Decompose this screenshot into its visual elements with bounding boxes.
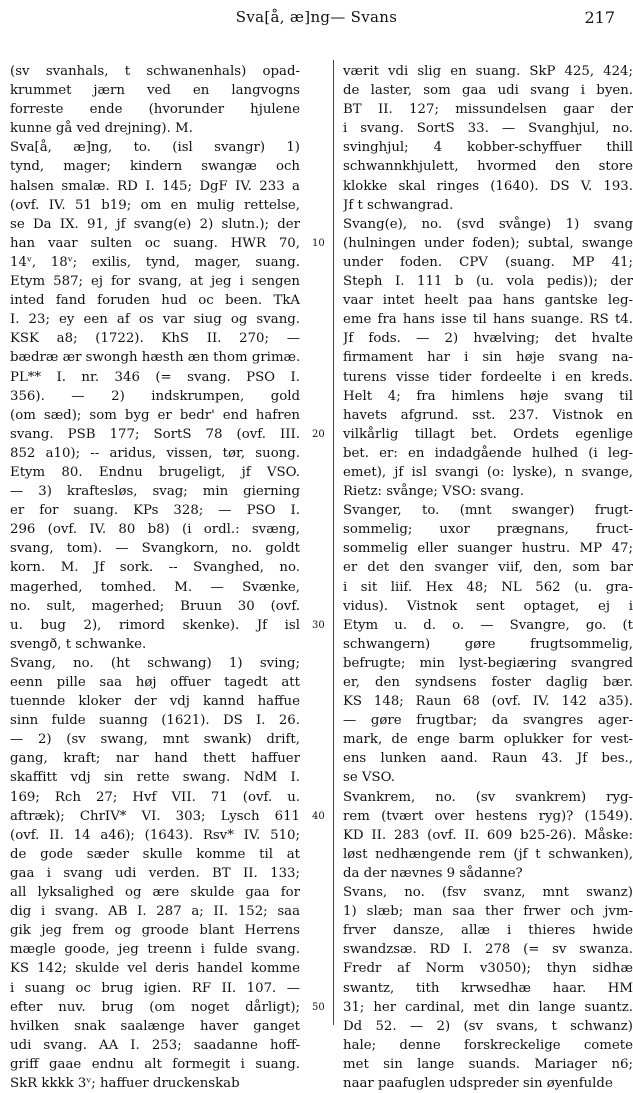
right-column-line: bet. er: en indadgående hulhed (i leg- [343,445,633,461]
right-column-line: Etym u. d. o. — Svangre, go. (t [343,617,633,633]
left-column-line: (om sæd); som byg er bedr' end hafren [10,407,300,423]
page-header [0,8,633,32]
left-column-line: korn. M. Jf sork. -- Svanghed, no. [10,560,300,576]
left-column-line: forreste ende (hvorunder hjulene [10,102,300,118]
left-column-line: skaffitt vdj sin rette swang. NdM I. [10,770,300,786]
right-column-line: eme fra hans isse til hans suange. RS t4. [343,312,633,328]
left-column-line: (ovf. IV. 51 b19; om en mulig rettelse, [10,197,300,213]
left-column-line: svang, tom). — Svangkorn, no. goldt [10,541,300,557]
left-column-line: inted fand foruden hud oc been. TkA [10,293,300,309]
line-number: 40 [312,810,325,822]
right-column [343,62,633,1093]
right-column-line: se VSO. [343,770,395,786]
left-column-line: udi svang. AA I. 253; saadanne hoff- [10,1037,300,1053]
left-column-line: Svang, no. (ht schwang) 1) sving; [10,655,300,671]
right-column-line: Jf fods. — 2) hvælving; det hvalte [343,331,633,347]
right-column-line: værit vdi slig en suang. SkP 425, 424; [343,64,633,79]
right-column-line: er det den svanger viif, den, som bar [343,560,633,576]
left-column-line: I. 23; ey een af os var siug og svang. [10,312,300,328]
left-column-line: KSK a8; (1722). KhS II. 270; — [10,331,300,347]
left-column-line: svang. PSB 177; SortS 78 (ovf. III. [10,426,300,442]
right-column-line: de laster, som gaa udi svang i byen. [343,83,633,99]
right-column-line: met sin lange suands. Mariager n6; [343,1056,633,1072]
right-column-line: schwannkhjulett, hvormed den store [343,159,633,175]
right-column-line: swandzsæ. RD I. 278 (= sv swanza. [343,942,633,958]
left-column-line: — 2) (sv swang, mnt swank) drift, [10,732,300,748]
right-column-line: vidus). Vistnok sent optaget, ej i [343,598,633,614]
left-column-line: Sva[å, æ]ng, to. (isl svangr) 1) [10,140,300,156]
right-column-line: turens visse tider fordeelte i en kreds. [343,369,633,385]
left-column-line: dig i svang. AB I. 287 a; II. 152; saa [10,904,300,920]
right-column-line: Svans, no. (fsv svanz, mnt swanz) [343,885,633,901]
right-column-line: Svankrem, no. (sv svankrem) ryg- [343,789,633,805]
running-head: Sva[å, æ]ng— Svans [235,8,398,26]
left-column [10,62,300,1093]
right-column-line: vaar intet heelt paa hans gantske leg- [343,293,633,309]
right-column-line: løst nedhængende rem (jf t schwanken), [343,846,633,862]
left-column-line: krummet jærn ved en langvogns [10,83,300,99]
left-column-line: (sv svanhals, t schwanenhals) opad- [10,64,300,79]
right-column-line: 31; her cardinal, met din lange suantz. [343,999,633,1015]
left-column-line: no. sult, magerhed; Bruun 30 (ovf. [10,598,300,614]
right-column-line: Dd 52. — 2) (sv svans, t schwanz) [343,1018,633,1034]
left-column-line: de gode sæder skulle komme til at [10,846,300,862]
right-column-line: Helt 4; fra himlens høje svang til [343,388,633,404]
right-column-line: hale; denne forskreckelige comete [343,1037,633,1053]
right-column-line: firmament har i sin høje svang na- [343,350,633,366]
line-number: 50 [312,1001,325,1013]
right-column-line: 1) slæb; man saa ther frwer och jvm- [343,904,633,920]
left-column-line: tuennde kloker der vdj kannd haffue [10,694,300,710]
right-column-line: i svang. SortS 33. — Svanghjul, no. [343,121,633,137]
left-column-line: hvilken snak saalænge haver ganget [10,1018,300,1034]
right-column-line: da der nævnes 9 sådanne? [343,865,523,881]
right-column-line: naar paafuglen udspreder sin øyenfulde [343,1075,613,1091]
left-column-line: 852 a10); -- aridus, vissen, tør, suong. [10,445,300,461]
left-column-line: eenn pille saa høj offuer tagedt att [10,675,300,690]
right-column-line: under foden. CPV (suang. MP 41; [343,254,633,270]
left-column-line: mægle goode, jeg treenn i fulde svang. [10,942,300,958]
left-column-line: 296 (ovf. IV. 80 b8) (i ordl.: svæng, [10,522,300,538]
left-column-line: KS 142; skulde vel deris handel komme [10,961,300,977]
right-column-line: i sit liif. Hex 48; NL 562 (u. gra- [343,579,633,595]
right-column-line: svinghjul; 4 kobber-schyffuer thill [343,140,633,156]
right-column-line: (hulningen under foden); subtal, swange [343,235,633,251]
right-column-line: er, den syndsens foster daglig bær. [343,675,633,690]
right-column-line: befrugte; min lyst-begiæring svangred [343,655,633,671]
right-column-line: frver dansze, allæ i thieres hwide [343,923,633,939]
right-column-line: sommelig eller suanger hustru. MP 47; [343,541,633,557]
line-number: 10 [312,237,325,249]
left-column-line: aftræk); ChrIV* VI. 303; Lysch 611 [10,808,300,824]
line-number: 30 [312,619,325,631]
right-column-line: — gøre frugtbar; da svangres ager- [343,713,633,729]
left-column-line: 356). — 2) indskrumpen, gold [10,388,300,404]
right-column-line: Jf t schwangrad. [343,197,454,213]
left-column-line: han vaar sulten oc suang. HWR 70, [10,235,300,251]
left-column-line: 169; Rch 27; Hvf VII. 71 (ovf. u. [10,789,300,805]
right-column-line: BT II. 127; missundelsen gaar der [343,102,633,118]
right-column-line: swantz, tith krwsedhæ haar. HM [343,980,633,996]
left-column-line: griff gaae endnu alt formegit i suang. [10,1056,300,1072]
right-column-line: Fredr af Norm v3050); thyn sidhæ [343,961,633,977]
left-column-line: u. bug 2), rimord skenke). Jf isl [10,617,300,633]
right-column-line: vilkårlig tillagt bet. Ordets egenlige [343,426,633,442]
left-column-line: gang, kraft; nar hand thett haffuer [10,751,300,767]
left-column-line: magerhed, tomhed. M. — Svænke, [10,579,300,595]
left-column-line: Etym 587; ej for svang, at jeg i sengen [10,274,300,290]
left-column-line: Etym 80. Endnu brugeligt, jf VSO. [10,464,300,480]
page-number: 217 [584,8,615,27]
left-column-line: i suang oc brug igien. RF II. 107. — [10,980,300,996]
right-column-line: rem (tvært over hestens ryg)? (1549). [343,808,633,824]
left-column-line: er for suang. KPs 328; — PSO I. [10,503,300,519]
left-column-line: se Da IX. 91, jf svang(e) 2) slutn.); der [10,216,300,232]
right-column-line: mark, de enge barm oplukker for vest- [343,732,633,748]
left-column-line: 14ᵛ, 18ᵛ; exilis, tynd, mager, suang. [10,254,300,270]
left-column-line: SkR kkkk 3ᵛ; haffuer druckenskab [10,1075,240,1091]
column-divider [333,60,334,1025]
left-column-line: PL** I. nr. 346 (= svang. PSO I. [10,369,300,385]
left-column-line: gaa i svang udi verden. BT II. 133; [10,865,300,881]
left-column-line: — 3) kraftesløs, svag; min gierning [10,484,300,500]
right-column-line: KD II. 283 (ovf. II. 609 b25-26). Måske: [343,827,633,843]
right-column-line: schwangern) gøre frugtsommelig, [343,636,633,652]
left-column-line: tynd, mager; kindern swangæ och [10,159,300,175]
right-column-line: Svanger, to. (mnt swanger) frugt- [343,503,633,519]
left-column-line: all lyksalighed og ære skulde gaa for [10,885,300,901]
left-column-line: bædræ ær swongh hæsth æn thom grimæ. [10,350,300,366]
left-column-line: svengð, t schwanke. [10,636,147,652]
right-column-line: emet), jf isl svangi (o: lyske), n svange, [343,464,633,480]
right-column-line: Steph I. 111 b (u. vola pedis)); der [343,274,633,290]
right-column-line: sommelig; uxor prægnans, fruct- [343,522,633,538]
left-column-line: kunne gå ved drejning). M. [10,121,193,137]
left-column-line: halsen smalæ. RD I. 145; DgF IV. 233 a [10,178,300,194]
left-column-line: sinn fulde suanng (1621). DS I. 26. [10,713,300,729]
right-column-line: ens lunken aand. Raun 43. Jf bes., [343,751,633,767]
right-column-line: Rietz: svånge; VSO: svang. [343,484,524,500]
right-column-line: klokke skal ringes (1640). DS V. 193. [343,178,633,194]
right-column-line: Svang(e), no. (svd svånge) 1) svang [343,216,633,232]
left-column-line: gik jeg frem og groode blant Herrens [10,923,300,939]
left-column-line: efter nuv. brug (om noget dårligt); [10,999,300,1015]
left-column-line: (ovf. II. 14 a46); (1643). Rsv* IV. 510; [10,827,300,843]
right-column-line: KS 148; Raun 68 (ovf. IV. 142 a35). [343,694,633,710]
right-column-line: havets afgrund. sst. 237. Vistnok en [343,407,633,423]
line-number: 20 [312,428,325,440]
